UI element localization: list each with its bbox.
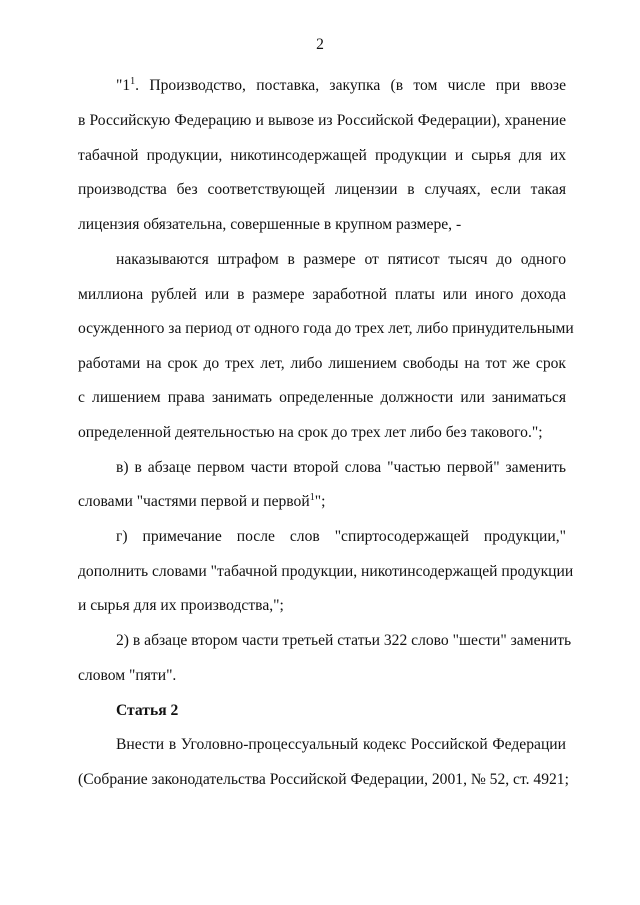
paragraph-3-line-2 (78, 492, 566, 512)
paragraph-2-line-5: с лишением права занимать определенные должности или заниматься (78, 389, 566, 406)
paragraph-5-line-1: 2) в абзаце втором части третьей статьи 322 слово "шести" заменить (116, 632, 572, 649)
paragraph-4-line-3: и сырья для их производства,"; (78, 597, 284, 614)
paragraph-3-line-1: в) в абзаце первом части второй слова "частью первой" заменить (116, 459, 566, 476)
paragraph-1-line-1 (116, 76, 566, 96)
paragraph-2-line-2: миллиона рублей или в размере заработной платы или иного дохода (78, 286, 566, 303)
paragraph-2-line-1: наказываются штрафом в размере от пятисот тысяч до одного (116, 251, 566, 268)
paragraph-1-line-1-text: . Производство, поставка, закупка (в том числе при ввозе (135, 77, 566, 94)
paragraph-1-superscript: 1 (130, 75, 136, 87)
paragraph-2-line-3: осужденного за период от одного года до трех лет, либо принудительными (78, 320, 574, 337)
paragraph-6-line-1: Внести в Уголовно-процессуальный кодекс Российской Федерации (116, 736, 566, 753)
paragraph-3-line-2-end: "; (314, 493, 326, 510)
paragraph-1-quote-number: "1 (116, 77, 131, 94)
paragraph-1-line-3: табачной продукции, никотинсодержащей продукции и сырья для их (78, 147, 566, 164)
article-heading: Статья 2 (116, 702, 179, 719)
paragraph-4-line-1: г) примечание после слов "спиртосодержащей продукции," (116, 528, 566, 545)
page-number: 2 (316, 36, 324, 53)
paragraph-2-line-6: определенной деятельностью на срок до трех лет либо без такового."; (78, 424, 543, 441)
paragraph-3-superscript: 1 (309, 491, 315, 503)
paragraph-4-line-2: дополнить словами "табачной продукции, никотинсодержащей продукции (78, 563, 574, 580)
paragraph-1-line-5: лицензия обязательна, совершенные в крупном размере, - (78, 216, 462, 233)
paragraph-3-line-2-text: словами "частями первой и первой (78, 493, 310, 510)
paragraph-1-line-2: в Российскую Федерацию и вывозе из Российской Федерации), хранение (78, 112, 566, 129)
paragraph-1-line-4: производства без соответствующей лицензии в случаях, если такая (78, 181, 566, 198)
paragraph-5-line-2: словом "пяти". (78, 667, 177, 684)
paragraph-6-line-2: (Собрание законодательства Российской Федерации, 2001, № 52, ст. 4921; (78, 771, 569, 788)
paragraph-2-line-4: работами на срок до трех лет, либо лишением свободы на тот же срок (78, 355, 566, 372)
